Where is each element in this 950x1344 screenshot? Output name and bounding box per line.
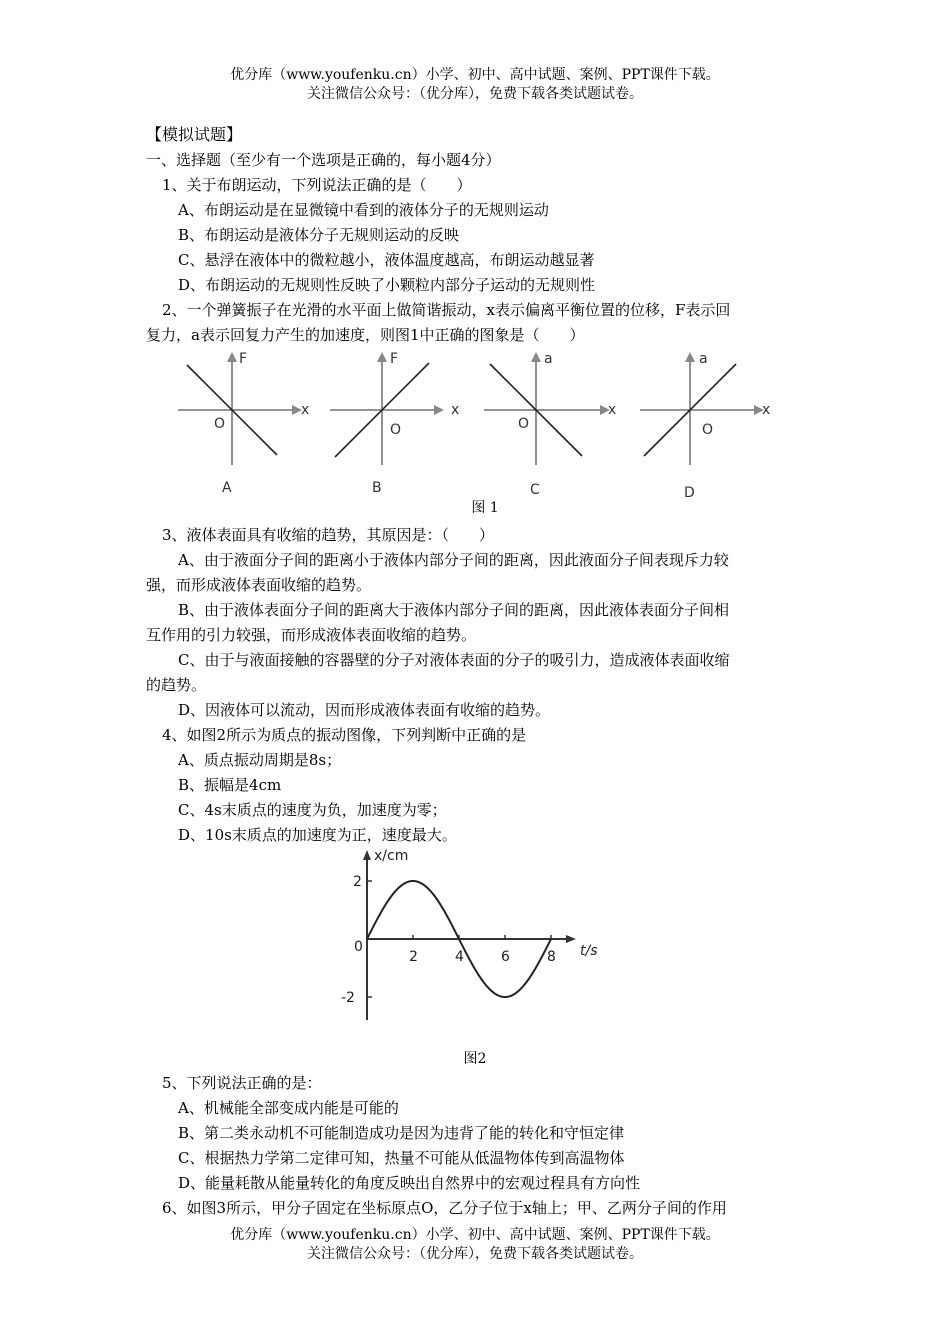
q5-option-b: B、第二类永动机不可能制造成功是因为违背了能的转化和守恒定律 xyxy=(178,1124,625,1142)
header-line-2: 关注微信公众号：（优分库），免费下载各类试题试卷。 xyxy=(307,86,643,102)
footer-line-1: 优分库（www.youfenku.cn）小学、初中、高中试题、案例、PPT课件下载。 xyxy=(230,1227,720,1243)
q3-stem: 3、液体表面具有收缩的趋势，其原因是：（ ） xyxy=(162,526,495,544)
q2-stem-line-1: 2、一个弹簧振子在光滑的水平面上做简谐振动，x表示偏离平衡位置的位移，F表示回 xyxy=(162,301,731,319)
x-axis-label: t/s xyxy=(580,943,598,959)
graph-d xyxy=(640,352,764,465)
q1-stem: 1、关于布朗运动，下列说法正确的是（ ） xyxy=(162,176,472,194)
q5-option-a: A、机械能全部变成内能是可能的 xyxy=(178,1099,399,1117)
y-axis-arrow xyxy=(363,850,371,860)
graph-c-x-label: x xyxy=(608,402,617,418)
q1-option-d: D、布朗运动的无规则性反映了小颗粒内部分子运动的无规则性 xyxy=(178,276,596,294)
q3-option-b-line-1: B、由于液体表面分子间的距离大于液体内部分子间的距离，因此液体表面分子间相 xyxy=(178,601,730,619)
q3-option-d: D、因液体可以流动，因而形成液体表面有收缩的趋势。 xyxy=(178,701,551,719)
graph-d-origin: O xyxy=(702,422,714,438)
q4-option-d: D、10s末质点的加速度为正，速度最大。 xyxy=(178,826,457,844)
page-footer xyxy=(0,1226,950,1264)
q5-option-c: C、根据热力学第二定律可知，热量不可能从低温物体传到高温物体 xyxy=(178,1149,625,1167)
q3-option-b-line-2: 互作用的引力较强，而形成液体表面收缩的趋势。 xyxy=(146,626,477,644)
x-axis-arrow xyxy=(566,935,576,943)
q5-option-d: D、能量耗散从能量转化的角度反映出自然界中的宏观过程具有方向性 xyxy=(178,1174,641,1192)
q4-option-b: B、振幅是4cm xyxy=(178,776,282,794)
x-tick-label-4: 4 xyxy=(455,949,464,965)
graph-d-y-label: a xyxy=(699,351,708,367)
section-title: 【模拟试题】 xyxy=(146,125,243,144)
q4-option-c: C、4s末质点的速度为负，加速度为零； xyxy=(178,801,447,819)
q5-stem: 5、下列说法正确的是： xyxy=(162,1074,322,1092)
graph-b-x-label: x xyxy=(451,402,460,418)
graph-b-origin: O xyxy=(390,422,402,438)
header-line-1: 优分库（www.youfenku.cn）小学、初中、高中试题、案例、PPT课件下载。 xyxy=(230,67,720,83)
q3-option-a-line-2: 强，而形成液体表面收缩的趋势。 xyxy=(146,576,372,594)
part-one-heading: 一、选择题（至少有一个选项是正确的，每小题4分） xyxy=(146,151,501,169)
graph-d-x-label: x xyxy=(762,402,771,418)
graph-c-label: C xyxy=(530,482,540,498)
figure-2-chart xyxy=(330,842,630,1032)
graph-d-label: D xyxy=(684,485,695,501)
q2-stem-line-2: 复力，a表示回复力产生的加速度，则图1中正确的图象是（ ） xyxy=(146,326,585,344)
q4-stem: 4、如图2所示为质点的振动图像，下列判断中正确的是 xyxy=(162,726,527,744)
graph-a-x-label: x xyxy=(301,402,310,418)
q1-option-b: B、布朗运动是液体分子无规则运动的反映 xyxy=(178,226,460,244)
y-axis-label: x/cm xyxy=(374,848,409,864)
y-tick-label--2: -2 xyxy=(341,990,355,1006)
q4-option-a: A、质点振动周期是8s； xyxy=(178,751,342,769)
q3-option-a-line-1: A、由于液面分子间的距离小于液体内部分子间的距离，因此液面分子间表现斥力较 xyxy=(178,551,729,569)
graph-a-y-label: F xyxy=(239,351,248,367)
q3-option-c-line-2: 的趋势。 xyxy=(146,676,207,694)
graph-c-origin: O xyxy=(518,416,530,432)
footer-line-2: 关注微信公众号：（优分库），免费下载各类试题试卷。 xyxy=(307,1246,643,1262)
graph-a-label: A xyxy=(222,480,232,496)
graph-c-y-label: a xyxy=(544,351,553,367)
y-tick-label-2: 2 xyxy=(353,874,362,890)
q1-option-a: A、布朗运动是在显微镜中看到的液体分子的无规则运动 xyxy=(178,201,549,219)
figure-2-caption: 图2 xyxy=(463,1051,487,1067)
graph-a xyxy=(178,352,302,465)
figure-1 xyxy=(172,350,812,500)
x-tick-label-6: 6 xyxy=(501,949,510,965)
graph-c xyxy=(484,352,610,465)
q1-option-c: C、悬浮在液体中的微粒越小，液体温度越高，布朗运动越显著 xyxy=(178,251,595,269)
x-tick-label-2: 2 xyxy=(409,949,418,965)
origin-label: 0 xyxy=(354,939,363,955)
q3-option-c-line-1: C、由于与液面接触的容器壁的分子对液体表面的分子的吸引力，造成液体表面收缩 xyxy=(178,651,730,669)
graph-a-origin: O xyxy=(214,416,226,432)
q6-stem: 6、如图3所示，甲分子固定在坐标原点O，乙分子位于x轴上；甲、乙两分子间的作用 xyxy=(162,1199,727,1217)
graph-b-label: B xyxy=(372,480,382,496)
page-header xyxy=(0,66,950,104)
graph-b xyxy=(330,352,444,465)
graph-b-y-label: F xyxy=(390,351,399,367)
x-tick-label-8: 8 xyxy=(547,949,556,965)
figure-1-caption: 图 1 xyxy=(471,500,499,516)
